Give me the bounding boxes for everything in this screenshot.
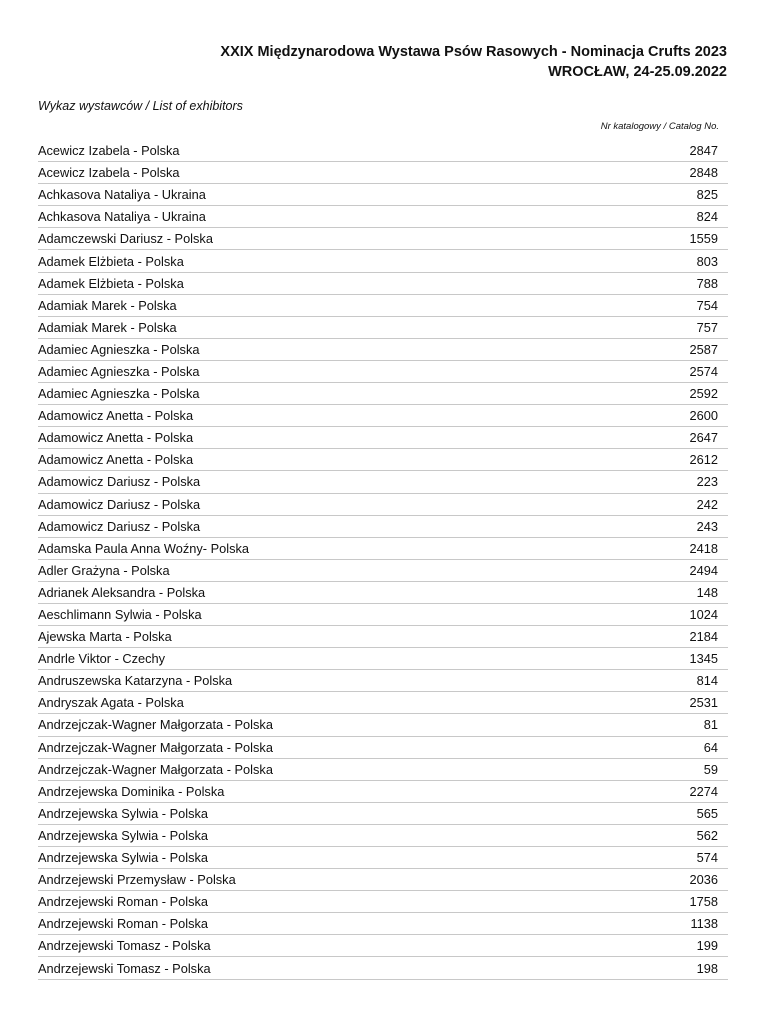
exhibitor-name: Andrzejewski Tomasz - Polska <box>38 938 211 954</box>
exhibitor-row <box>38 759 728 781</box>
exhibitor-row <box>38 670 728 692</box>
catalog-number: 574 <box>696 850 718 866</box>
exhibitor-row <box>38 626 728 648</box>
exhibitor-name: Adamek Elżbieta - Polska <box>38 253 184 269</box>
exhibitor-name: Andruszewska Katarzyna - Polska <box>38 673 233 689</box>
catalog-number: 242 <box>696 496 718 512</box>
exhibitor-name: Achkasova Nataliya - Ukraina <box>38 187 206 203</box>
exhibitor-row <box>38 140 728 162</box>
exhibitor-name: Adamowicz Anetta - Polska <box>38 408 194 424</box>
catalog-number: 2647 <box>689 430 718 446</box>
catalog-number: 803 <box>696 253 718 269</box>
exhibitor-row <box>38 781 728 803</box>
exhibitor-row <box>38 206 728 228</box>
catalog-number-header: Nr katalogowy / Catalog No. <box>600 121 719 132</box>
catalog-number: 199 <box>696 938 718 954</box>
catalog-number: 2494 <box>689 562 718 578</box>
exhibitor-row <box>38 935 728 957</box>
exhibitor-name: Andrle Viktor - Czechy <box>38 651 166 667</box>
exhibitor-name: Adamowicz Dariusz - Polska <box>38 496 201 512</box>
catalog-number: 223 <box>696 474 718 490</box>
exhibitor-list <box>38 140 728 980</box>
catalog-number: 2531 <box>689 695 718 711</box>
catalog-number: 59 <box>703 761 718 777</box>
exhibitor-name: Adler Grażyna - Polska <box>38 562 170 578</box>
exhibitor-row <box>38 162 728 184</box>
location-date: WROCŁAW, 24-25.09.2022 <box>548 64 727 80</box>
exhibitor-row <box>38 913 728 935</box>
exhibitor-name: Adamowicz Anetta - Polska <box>38 452 194 468</box>
exhibitor-row <box>38 494 728 516</box>
exhibitor-row <box>38 692 728 714</box>
exhibitor-row <box>38 449 728 471</box>
exhibitor-name: Aeschlimann Sylwia - Polska <box>38 607 202 623</box>
catalog-number: 2612 <box>689 452 718 468</box>
document-header <box>0 42 727 82</box>
exhibitor-row <box>38 825 728 847</box>
exhibitor-row <box>38 957 728 979</box>
exhibitor-name: Andryszak Agata - Polska <box>38 695 184 711</box>
exhibitor-row <box>38 560 728 582</box>
exhibitor-name: Andrzejewski Przemysław - Polska <box>38 872 236 888</box>
catalog-number: 814 <box>696 673 718 689</box>
catalog-number: 2592 <box>689 386 718 402</box>
exhibitor-name: Adrianek Aleksandra - Polska <box>38 584 206 600</box>
exhibitor-name: Andrzejewski Roman - Polska <box>38 894 208 910</box>
exhibitor-row <box>38 273 728 295</box>
exhibitor-row <box>38 803 728 825</box>
exhibitor-row <box>38 317 728 339</box>
catalog-number: 81 <box>703 717 718 733</box>
catalog-number: 825 <box>696 187 718 203</box>
exhibitor-name: Andrzejczak-Wagner Małgorzata - Polska <box>38 739 273 755</box>
catalog-number: 1559 <box>689 231 718 247</box>
catalog-number: 2036 <box>689 872 718 888</box>
exhibitor-row <box>38 405 728 427</box>
exhibitor-row <box>38 847 728 869</box>
catalog-number: 824 <box>696 209 718 225</box>
exhibitor-row <box>38 184 728 206</box>
exhibitor-row <box>38 604 728 626</box>
exhibitor-row <box>38 648 728 670</box>
exhibitor-name: Andrzejewska Sylwia - Polska <box>38 850 208 866</box>
exhibitor-name: Adamowicz Anetta - Polska <box>38 430 194 446</box>
exhibitor-name: Andrzejewska Sylwia - Polska <box>38 805 208 821</box>
exhibitor-row <box>38 295 728 317</box>
exhibitor-row <box>38 361 728 383</box>
catalog-number: 2184 <box>689 629 718 645</box>
exhibitor-row <box>38 339 728 361</box>
catalog-number: 562 <box>696 827 718 843</box>
catalog-number: 2847 <box>689 143 718 159</box>
list-subtitle: Wykaz wystawców / List of exhibitors <box>38 99 243 113</box>
catalog-number: 2274 <box>689 783 718 799</box>
catalog-number: 198 <box>696 960 718 976</box>
catalog-number: 243 <box>696 518 718 534</box>
catalog-number: 2848 <box>689 165 718 181</box>
exhibitor-name: Achkasova Nataliya - Ukraina <box>38 209 206 225</box>
exhibitor-row <box>38 250 728 272</box>
exhibitor-name: Andrzejewski Tomasz - Polska <box>38 960 211 976</box>
exhibitor-row <box>38 228 728 250</box>
catalog-number: 1758 <box>689 894 718 910</box>
exhibitor-row <box>38 891 728 913</box>
exhibitor-name: Andrzejewski Roman - Polska <box>38 916 208 932</box>
catalog-number: 2587 <box>689 341 718 357</box>
exhibitor-name: Acewicz Izabela - Polska <box>38 165 180 181</box>
exhibitor-row <box>38 538 728 560</box>
exhibitor-row <box>38 582 728 604</box>
exhibitor-name: Andrzejczak-Wagner Małgorzata - Polska <box>38 717 273 733</box>
exhibitor-row <box>38 714 728 736</box>
catalog-number: 2574 <box>689 363 718 379</box>
exhibitor-name: Adamiak Marek - Polska <box>38 319 177 335</box>
exhibitor-row <box>38 383 728 405</box>
document-title: XXIX Międzynarodowa Wystawa Psów Rasowych - Nominacja Crufts 2023 <box>220 44 727 60</box>
exhibitor-name: Acewicz Izabela - Polska <box>38 143 180 159</box>
catalog-number: 1138 <box>690 916 718 932</box>
exhibitor-name: Adamiec Agnieszka - Polska <box>38 386 200 402</box>
exhibitor-row <box>38 427 728 449</box>
catalog-number: 64 <box>703 739 718 755</box>
exhibitor-row <box>38 471 728 493</box>
catalog-number: 2418 <box>689 540 718 556</box>
exhibitor-name: Adamowicz Dariusz - Polska <box>38 474 201 490</box>
exhibitor-name: Andrzejewska Sylwia - Polska <box>38 827 208 843</box>
exhibitor-name: Adamowicz Dariusz - Polska <box>38 518 201 534</box>
exhibitor-name: Adamek Elżbieta - Polska <box>38 275 184 291</box>
catalog-number: 1024 <box>689 607 718 623</box>
exhibitor-name: Adamczewski Dariusz - Polska <box>38 231 213 247</box>
exhibitor-name: Adamiec Agnieszka - Polska <box>38 341 200 357</box>
catalog-number: 1345 <box>689 651 718 667</box>
catalog-number: 2600 <box>689 408 718 424</box>
exhibitor-name: Adamska Paula Anna Woźny- Polska <box>38 540 250 556</box>
exhibitor-name: Ajewska Marta - Polska <box>38 629 172 645</box>
exhibitor-name: Adamiak Marek - Polska <box>38 297 177 313</box>
exhibitor-name: Andrzejczak-Wagner Małgorzata - Polska <box>38 761 273 777</box>
catalog-number: 148 <box>696 584 718 600</box>
exhibitor-name: Andrzejewska Dominika - Polska <box>38 783 225 799</box>
exhibitor-row <box>38 737 728 759</box>
catalog-number: 754 <box>696 297 718 313</box>
catalog-number: 565 <box>696 805 718 821</box>
exhibitor-name: Adamiec Agnieszka - Polska <box>38 363 200 379</box>
exhibitor-row <box>38 516 728 538</box>
catalog-number: 757 <box>696 319 718 335</box>
exhibitor-row <box>38 869 728 891</box>
catalog-number: 788 <box>696 275 718 291</box>
